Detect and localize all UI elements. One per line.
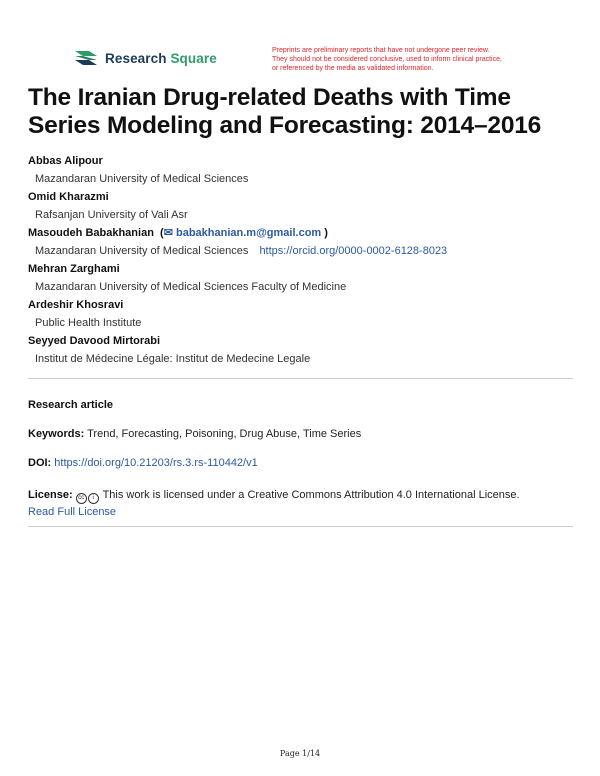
- keywords-value: Trend, Forecasting, Poisoning, Drug Abuse, Time Series: [87, 428, 362, 440]
- license-row: [28, 487, 573, 521]
- author-affiliation-row: [28, 242, 573, 260]
- orcid-link[interactable]: https://orcid.org/0000-0002-6128-8023: [259, 245, 448, 257]
- attribution-icon: i: [88, 493, 99, 504]
- author-name: Seyyed Davood Mirtorabi: [28, 335, 161, 347]
- paper-title: The Iranian Drug-related Deaths with Time Series Modeling and Forecasting: 2014–2016: [28, 84, 542, 139]
- author-affiliation: Rafsanjan University of Vali Asr: [35, 209, 188, 221]
- research-square-logo-icon: [74, 48, 98, 68]
- read-full-license-link[interactable]: Read Full License: [28, 506, 117, 518]
- author-affiliation: Mazandaran University of Medical Sciences Faculty of Medicine: [35, 281, 347, 293]
- author-name: Omid Kharazmi: [28, 191, 109, 203]
- preprint-disclaimer: [272, 46, 562, 73]
- disclaimer-line: Preprints are preliminary reports that have not undergone peer review.: [272, 47, 490, 54]
- disclaimer-line: or referenced by the media as validated information.: [272, 65, 434, 72]
- keywords-row: [28, 428, 573, 440]
- author-name-row: Masoudeh Babakhanian (✉ babakhanian.m@gmail.com ): [28, 227, 328, 239]
- author-name: Masoudeh Babakhanian: [28, 227, 154, 239]
- divider: [28, 526, 573, 527]
- research-square-logo[interactable]: [74, 48, 217, 68]
- doi-link[interactable]: https://doi.org/10.21203/rs.3.rs-110442/v1: [54, 457, 258, 469]
- keywords-label: Keywords:: [28, 428, 85, 440]
- doi-label: DOI:: [28, 457, 52, 469]
- author-name: Mehran Zarghami: [28, 263, 120, 275]
- disclaimer-line: They should not be considered conclusive, used to inform clinical practice,: [272, 56, 502, 63]
- divider: [28, 378, 573, 379]
- creative-commons-icon: cc: [76, 493, 87, 504]
- author-email-link[interactable]: babakhanian.m@gmail.com: [176, 227, 322, 239]
- author-affiliation: Public Health Institute: [35, 317, 142, 329]
- license-text: This work is licensed under a Creative Commons Attribution 4.0 International License.: [102, 489, 520, 501]
- email-icon: ✉: [163, 227, 173, 239]
- author-affiliation: Mazandaran University of Medical Sciences: [35, 173, 249, 185]
- header: [74, 46, 554, 76]
- author-list: [28, 152, 573, 368]
- author-affiliation: Mazandaran University of Medical Sciences: [35, 245, 249, 257]
- logo-text: Research Square: [105, 50, 217, 66]
- doi-row: [28, 457, 573, 469]
- author-name: Abbas Alipour: [28, 155, 103, 167]
- page-number: Page 1/14: [279, 749, 321, 758]
- license-label: License:: [28, 489, 73, 501]
- author-affiliation: Institut de Médecine Légale: Institut de Medecine Legale: [35, 353, 311, 365]
- article-type: Research article: [28, 399, 113, 411]
- author-name: Ardeshir Khosravi: [28, 299, 124, 311]
